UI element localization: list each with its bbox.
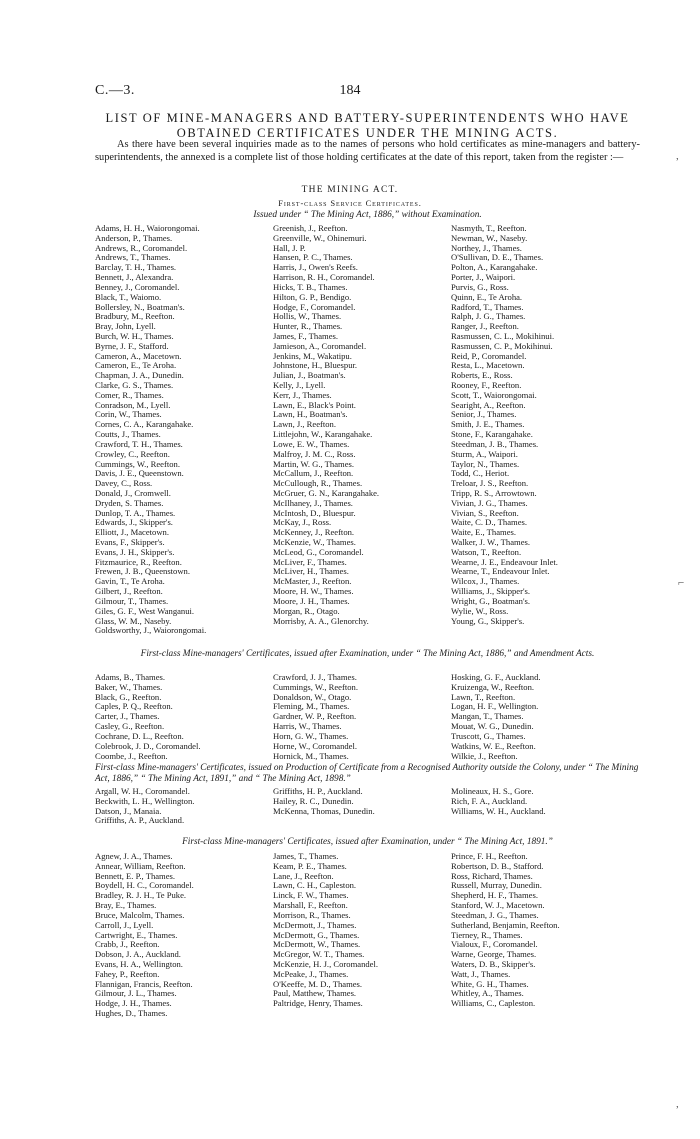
certificate-holder-entry: Conradson, M., Lyell. — [95, 399, 171, 410]
certificate-holder-entry: Carter, J., Thames. — [95, 711, 160, 722]
certificate-holder-entry: McKenzie, W., Thames. — [273, 537, 356, 547]
certificate-holder-entry: Hansen, P. C., Thames. — [273, 252, 353, 263]
certificate-holder-entry: Mouat, W. G., Dunedin. — [451, 721, 534, 732]
certificate-holder-entry: Harris, W., Thames. — [273, 721, 342, 732]
certificate-holder-entry: Walker, J. W., Thames. — [451, 537, 530, 547]
certificate-holder-entry: Andrews, T., Thames. — [95, 252, 171, 263]
section-caption: First-class Mine-managers' Certificates, issued after Examination, under “ The Mining Act, 1886,” and Amendment Acts. — [140, 649, 595, 659]
certificate-holder-entry: Cartwright, E., Thames. — [95, 929, 178, 940]
act-heading: THE MINING ACT. — [301, 185, 399, 195]
certificate-holder-entry: Newman, W., Naseby. — [451, 232, 528, 243]
certificate-holder-entry: Resta, L., Macetown. — [451, 360, 525, 371]
certificate-holder-entry: Todd, C., Heriot. — [451, 468, 510, 479]
certificate-holder-entry: Radford, T., Thames. — [451, 301, 524, 312]
name-column — [451, 673, 650, 761]
certificate-holder-entry: Young, G., Skipper's. — [451, 615, 525, 626]
certificate-holder-entry: McDermott, W., Thames. — [273, 939, 361, 950]
certificate-holder-entry: Black, T., Waiomo. — [95, 291, 162, 302]
certificate-holder-entry: Lawn, C. H., Capleston. — [273, 880, 357, 891]
certificate-holder-entry: Hodge, F., Coromandel. — [273, 301, 356, 312]
certificate-holder-entry: Greenish, J., Reefton. — [273, 224, 348, 233]
certificate-holder-entry: Davis, J. E., Queenstown. — [95, 468, 184, 479]
certificate-holder-entry: Boydell, H. C., Coromandel. — [95, 880, 194, 891]
certificate-holder-entry: Morrison, R., Thames. — [273, 909, 351, 920]
certificate-holder-entry: Prince, F. H., Reefton. — [451, 852, 528, 861]
certificate-holder-entry: Barclay, T. H., Thames. — [95, 262, 177, 273]
certificate-holder-entry: McKenney, J., Reefton. — [273, 527, 355, 538]
certificate-holder-entry: Hosking, G. F., Auckland. — [451, 673, 541, 682]
certificate-holder-entry: Kerr, J., Thames. — [273, 389, 332, 400]
certificate-holder-entry: Dryden, S. Thames. — [95, 497, 164, 508]
certificate-holder-entry: Cameron, A., Macetown. — [95, 350, 182, 361]
certificate-holder-entry: Burch, W. H., Thames. — [95, 330, 174, 341]
certificate-holder-entry: Stanford, W. J., Macetown. — [451, 900, 545, 911]
certificate-holder-entry: Goldsworthy, J., Waiorongomai. — [95, 625, 207, 636]
certificate-holder-entry: Lawn, J., Reefton. — [273, 419, 337, 430]
name-list — [95, 787, 650, 826]
certificate-holder-entry: Harris, J., Owen's Reefs. — [273, 262, 358, 273]
certificate-holder-entry: Adams, B., Thames. — [95, 673, 166, 682]
certificate-holder-entry: Reid, P., Coromandel. — [451, 350, 527, 361]
certificate-holder-entry: Porter, J., Waipori. — [451, 272, 516, 283]
certificate-holder-entry: Smith, J. E., Thames. — [451, 419, 525, 430]
name-list — [95, 673, 650, 761]
certificate-holder-entry: Quinn, E., Te Aroha. — [451, 291, 523, 302]
certificate-holder-entry: Littlejohn, W., Karangahake. — [273, 429, 373, 440]
certificate-holder-entry: Treloar, J. S., Reefton. — [451, 478, 529, 489]
certificate-holder-entry: Bennett, J., Alexandra. — [95, 272, 174, 283]
certificate-holder-entry: Purvis, G., Ross. — [451, 281, 509, 292]
certificate-holder-entry: Tierney, R., Thames. — [451, 929, 523, 940]
certificate-holder-entry: Waters, D. B., Skipper's. — [451, 958, 536, 969]
certificate-holder-entry: Frewen, J. B., Queenstown. — [95, 566, 190, 577]
name-column — [451, 852, 650, 1019]
certificate-holder-entry: McGregor, W. T., Thames. — [273, 949, 365, 960]
certificate-holder-entry: McKenzie, H. J., Coromandel. — [273, 958, 379, 969]
certificate-holder-entry: Black, G., Reefton. — [95, 691, 162, 702]
certificate-holder-entry: Wearne, J. E., Endeavour Inlet. — [451, 556, 558, 567]
certificate-holder-entry: Paltridge, Henry, Thames. — [273, 998, 363, 1009]
certificate-holder-entry: O'Sullivan, D. E., Thames. — [451, 252, 544, 263]
document-reference: C.—3. — [95, 83, 135, 98]
certificate-holder-entry: Evans, H. A., Wellington. — [95, 958, 183, 969]
certificate-holder-entry: Rasmussen, C. P., Mokihinui. — [451, 340, 553, 351]
certificate-holder-entry: Coombe, J., Reefton. — [95, 750, 168, 761]
margin-mark: , — [676, 150, 679, 162]
certificate-holder-entry: Shepherd, H. F., Thames. — [451, 890, 538, 901]
certificate-holder-entry: Vivian, J. G., Thames. — [451, 497, 528, 508]
certificate-holder-entry: Gilbert, J., Reefton. — [95, 586, 163, 597]
certificate-holder-entry: McMaster, J., Reefton. — [273, 576, 352, 587]
certificate-holder-entry: Wylie, W., Ross. — [451, 605, 509, 616]
certificate-holder-entry: McDermott, J., Thames. — [273, 919, 357, 930]
certificate-holder-entry: Truscott, G., Thames. — [451, 730, 526, 741]
margin-mark: ⌐ — [678, 577, 685, 589]
certificate-holder-entry: Linck, F. W., Thames. — [273, 890, 349, 901]
certificate-holder-entry: Hall, J. P. — [273, 242, 306, 253]
certificate-holder-entry: Cornes, C. A., Karangahake. — [95, 419, 194, 430]
certificate-holder-entry: Bruce, Malcolm, Thames. — [95, 909, 185, 920]
certificate-holder-entry: Giles, G. F., West Wanganui. — [95, 605, 195, 616]
certificate-holder-entry: Horne, W., Coromandel. — [273, 740, 358, 751]
certificate-holder-entry: Caples, P. Q., Reefton. — [95, 701, 173, 712]
certificate-holder-entry: Molineaux, H. S., Gore. — [451, 787, 534, 796]
certificate-holder-entry: Morgan, R., Otago. — [273, 605, 340, 616]
certificate-holder-entry: Edwards, J., Skipper's. — [95, 517, 173, 528]
certificate-holder-entry: Steedman, J. G., Thames. — [451, 909, 539, 920]
certificate-holder-entry: Hollis, W., Thames. — [273, 311, 342, 322]
certificate-holder-entry: Lawn, H., Boatman's. — [273, 409, 348, 420]
certificate-holder-entry: Williams, W. H., Auckland. — [451, 805, 546, 816]
certificate-holder-entry: Marshall, F., Reefton. — [273, 900, 348, 911]
section-caption: Issued under “ The Mining Act, 1886,” without Examination. — [253, 210, 482, 220]
certificate-holder-entry: Colebrook, J. D., Coromandel. — [95, 740, 201, 751]
certificate-holder-entry: Lawn, E., Black's Point. — [273, 399, 356, 410]
certificate-holder-entry: Griffiths, H. P., Auckland. — [273, 787, 363, 796]
certificate-holder-entry: Moore, J. H., Thames. — [273, 595, 350, 606]
section-caption: First-class Mine-managers' Certificates, issued on Production of Certificate from a Recognised Authority outside the Colony, under “ The Mining Act, 1886,” “ The Mining Act, 1891,” and “ The Mining Act, 1898.” — [95, 763, 639, 784]
certificate-holder-entry: Baker, W., Thames. — [95, 681, 163, 692]
certificate-holder-entry: McIlhaney, J., Thames. — [273, 497, 353, 508]
certificate-holder-entry: Rich, F. A., Auckland. — [451, 795, 528, 806]
certificate-holder-entry: James, T., Thames. — [273, 852, 339, 861]
certificate-holder-entry: Rooney, F., Reefton. — [451, 380, 522, 390]
certificate-holder-entry: Waite, C. D., Thames. — [451, 517, 528, 528]
certificate-holder-entry: Paul, Matthew, Thames. — [273, 988, 357, 999]
certificate-holder-entry: Greenville, W., Ohinemuri. — [273, 232, 367, 243]
certificate-holder-entry: Searight, A., Reefton. — [451, 399, 526, 410]
certificate-holder-entry: Nasmyth, T., Reefton. — [451, 224, 527, 233]
certificate-holder-entry: Roberts, E., Ross. — [451, 370, 513, 381]
name-column — [95, 852, 273, 1019]
certificate-holder-entry: Davey, C., Ross. — [95, 478, 153, 489]
certificate-holder-entry: Wearne, T., Endeavour Inlet. — [451, 566, 550, 577]
certificate-holder-entry: Tripp, R. S., Arrowtown. — [451, 487, 537, 498]
certificate-holder-entry: Gilmour, J. L., Thames. — [95, 988, 177, 999]
certificate-holder-entry: Northey, J., Thames. — [451, 242, 522, 253]
certificate-holder-entry: McLeod, G., Coromandel. — [273, 546, 364, 557]
certificate-holder-entry: McIntosh, D., Bluespur. — [273, 507, 356, 518]
certificate-holder-entry: Lowe, E. W., Thames. — [273, 438, 350, 449]
certificate-holder-entry: Bray, John, Lyell. — [95, 321, 156, 332]
certificate-holder-entry: Wilkie, J., Reefton. — [451, 750, 518, 761]
name-column — [273, 787, 451, 826]
certificate-holder-entry: Watson, T., Reefton. — [451, 546, 522, 557]
certificate-holder-entry: Comer, R., Thames. — [95, 389, 164, 400]
certificate-holder-entry: Bollersley, N., Boatman's. — [95, 301, 185, 312]
certificate-holder-entry: Russell, Murray, Dunedin. — [451, 880, 542, 891]
certificate-holder-entry: Lane, J., Reefton. — [273, 870, 334, 881]
document-title: LIST OF MINE-MANAGERS AND BATTERY-SUPERINTENDENTS WHO HAVE OBTAINED CERTIFICATES UNDER THE MINING ACTS. — [105, 111, 630, 140]
certificate-holder-entry: Griffiths, A. P., Auckland. — [95, 815, 185, 826]
certificate-holder-entry: Williams, C., Capleston. — [451, 998, 536, 1009]
certificate-holder-entry: Watkins, W. E., Reefton. — [451, 740, 536, 751]
certificate-holder-entry: Harrison, R. H., Coromandel. — [273, 272, 375, 283]
certificate-holder-entry: Benney, J., Coromandel. — [95, 281, 180, 292]
certificate-holder-entry: Keam, P. E., Thames. — [273, 860, 347, 871]
certificate-holder-entry: Waite, E., Thames. — [451, 527, 517, 538]
certificate-holder-entry: McKenna, Thomas, Dunedin. — [273, 805, 375, 816]
certificate-holder-entry: Evans, J. H., Skipper's. — [95, 546, 175, 557]
certificate-holder-entry: Annear, William, Reefton. — [95, 860, 186, 871]
certificate-holder-entry: Glass, W. M., Naseby. — [95, 615, 172, 626]
certificate-holder-entry: Moore, H. W., Thames. — [273, 586, 354, 597]
certificate-holder-entry: Hodge, J. H., Thames. — [95, 998, 172, 1009]
name-list — [95, 224, 650, 636]
certificate-holder-entry: Elliott, J., Macetown. — [95, 527, 169, 538]
certificate-holder-entry: Hornick, M., Thames. — [273, 750, 349, 761]
certificate-holder-entry: Crowley, C., Reefton. — [95, 448, 170, 459]
certificate-holder-entry: Williams, J., Skipper's. — [451, 586, 531, 597]
name-column — [273, 673, 451, 761]
certificate-holder-entry: Byrne, J. F., Stafford. — [95, 340, 169, 351]
certificate-holder-entry: Carroll, J., Lyell. — [95, 919, 154, 930]
certificate-holder-entry: Horn, G. W., Thames. — [273, 730, 349, 741]
certificate-holder-entry: Watt, J., Thames. — [451, 968, 511, 979]
certificate-holder-entry: Johnstone, H., Bluespur. — [273, 360, 358, 371]
certificate-holder-entry: McCullough, R., Thames. — [273, 478, 363, 489]
certificate-holder-entry: Bradley, R. J. H., Te Puke. — [95, 890, 187, 901]
certificate-holder-entry: Warne, George, Thames. — [451, 949, 537, 960]
name-list — [95, 852, 650, 1019]
name-column — [95, 224, 273, 636]
certificate-holder-entry: Polton, A., Karangahake. — [451, 262, 538, 273]
certificate-holder-entry: Corin, W., Thames. — [95, 409, 162, 420]
name-column — [273, 224, 451, 636]
certificate-holder-entry: Lawn, T., Reefton. — [451, 691, 516, 702]
page-number: 184 — [339, 83, 361, 98]
certificate-holder-entry: Rasmussen, C. L., Mokihinui. — [451, 330, 555, 341]
certificate-holder-entry: Donaldson, W., Otago. — [273, 691, 352, 702]
certificate-holder-entry: Jamieson, A., Coromandel. — [273, 340, 367, 351]
certificate-holder-entry: Evans, F., Skipper's. — [95, 537, 165, 547]
certificate-holder-entry: Steedman, J. B., Thames. — [451, 438, 539, 449]
name-column — [451, 787, 650, 826]
certificate-holder-entry: Cummings, W., Reefton. — [273, 681, 358, 692]
certificate-holder-entry: Agnew, J. A., Thames. — [95, 852, 173, 861]
certificate-holder-entry: Mangan, T., Thames. — [451, 711, 524, 722]
certificate-holder-entry: Ralph, J. G., Thames. — [451, 311, 526, 322]
name-column — [95, 673, 273, 761]
certificate-holder-entry: McDermott, G., Thames. — [273, 929, 360, 940]
certificate-holder-entry: Hilton, G. P., Bendigo. — [273, 291, 352, 302]
certificate-holder-entry: Hunter, R., Thames. — [273, 321, 343, 332]
certificate-holder-entry: Flannigan, Francis, Reefton. — [95, 978, 193, 989]
certificate-holder-entry: Bennett, E. P., Thames. — [95, 870, 176, 881]
name-column — [273, 852, 451, 1019]
section-caption: First-class Mine-managers' Certificates, issued after Examination, under “ The Mining Act, 1891.” — [182, 837, 553, 847]
certificate-holder-entry: McCallum, J., Reefton. — [273, 468, 354, 479]
certificate-holder-entry: Malfroy, J. M. C., Ross. — [273, 448, 356, 459]
certificate-holder-entry: White, G. H., Thames. — [451, 978, 529, 989]
certificate-holder-entry: Datson, J., Manaia. — [95, 805, 162, 816]
name-column — [451, 224, 650, 636]
certificate-holder-entry: Coutts, J., Thames. — [95, 429, 161, 440]
certificate-holder-entry: Chapman, J. A., Dunedin. — [95, 370, 184, 381]
certificate-holder-entry: Gardner, W. P., Reefton. — [273, 711, 357, 722]
certificate-holder-entry: Gilmour, T., Thames. — [95, 595, 169, 606]
certificate-holder-entry: McGruer, G. N., Karangahake. — [273, 487, 380, 498]
certificate-holder-entry: Taylor, N., Thames. — [451, 458, 520, 469]
certificate-holder-entry: James, F., Thames. — [273, 330, 339, 341]
certificate-holder-entry: McKay, J., Ross. — [273, 517, 332, 528]
certificate-holder-entry: Anderson, P., Thames. — [95, 232, 173, 243]
certificate-holder-entry: McLiver, H., Thames. — [273, 566, 349, 577]
certificate-holder-entry: Bray, E., Thames. — [95, 900, 157, 911]
certificate-holder-entry: Dobson, J. A., Auckland. — [95, 949, 181, 960]
certificate-holder-entry: Cochrane, D. L., Reefton. — [95, 730, 184, 741]
certificate-holder-entry: Robertson, D. B., Stafford. — [451, 860, 544, 871]
certificate-holder-entry: Ross, Richard, Thames. — [451, 870, 533, 881]
certificate-holder-entry: Vialoux, F., Coromandel. — [451, 939, 538, 950]
certificate-holder-entry: Bradbury, M., Reefton. — [95, 311, 175, 322]
margin-mark: , — [676, 1098, 679, 1110]
certificate-holder-entry: Sutherland, Benjamin, Reefton. — [451, 919, 560, 930]
certificate-holder-entry: Jenkins, M., Wakatipu. — [273, 350, 352, 361]
certificate-holder-entry: Hughes, D., Thames. — [95, 1008, 168, 1018]
certificate-holder-entry: Donald, J., Cromwell. — [95, 487, 171, 498]
certificate-holder-entry: Cameron, E., Te Aroha. — [95, 360, 177, 371]
certificate-holder-entry: Wright, G., Boatman's. — [451, 595, 531, 606]
certificate-holder-entry: Kelly, J., Lyell. — [273, 380, 326, 390]
certificate-holder-entry: Adams, H. H., Waiorongomai. — [95, 224, 200, 233]
certificate-holder-entry: Gavin, T., Te Aroha. — [95, 576, 165, 587]
certificate-holder-entry: Morrisby, A. A., Glenorchy. — [273, 615, 369, 626]
certificate-holder-entry: McPeake, J., Thames. — [273, 968, 349, 979]
certificate-holder-entry: Crabb, J., Reefton. — [95, 939, 160, 950]
certificate-holder-entry: Crawford, T. H., Thames. — [95, 438, 183, 449]
certificate-holder-entry: Beckwith, L. H., Wellington. — [95, 795, 195, 806]
certificate-holder-entry: Clarke, G. S., Thames. — [95, 380, 174, 390]
certificate-holder-entry: Sturm, A., Waipori. — [451, 448, 518, 459]
certificate-holder-entry: Fleming, M., Thames. — [273, 701, 350, 712]
certificate-holder-entry: Martin, W. G., Thames. — [273, 458, 354, 469]
intro-paragraph: As there have been several inquiries made as to the names of persons who hold certificates as mine-managers and battery-superintendents, the annexed is a complete list of those holding certificates at the date of this report, taken from the register :— — [95, 139, 640, 163]
certificate-holder-entry: Fitzmaurice, R., Reefton. — [95, 556, 182, 567]
certificate-holder-entry: Kruizenga, W., Reefton. — [451, 681, 535, 692]
certificate-class-heading: First-class Service Certificates. — [278, 198, 422, 208]
certificate-holder-entry: Julian, J., Boatman's. — [273, 370, 346, 381]
certificate-holder-entry: Logan, H. F., Wellington. — [451, 701, 539, 712]
certificate-holder-entry: Argall, W. H., Coromandel. — [95, 787, 190, 796]
certificate-holder-entry: Hailey, R. C., Dunedin. — [273, 795, 354, 806]
certificate-holder-entry: Vivian, S., Reefton. — [451, 507, 519, 518]
certificate-holder-entry: Crawford, J. J., Thames. — [273, 673, 357, 682]
certificate-holder-entry: Dunlop, T. A., Thames. — [95, 507, 176, 518]
certificate-holder-entry: Senior, J., Thames. — [451, 409, 517, 420]
certificate-holder-entry: Andrews, R., Coromandel. — [95, 242, 188, 253]
certificate-holder-entry: Scott, T., Waiorongomai. — [451, 389, 537, 400]
certificate-holder-entry: Cummings, W., Reefton. — [95, 458, 180, 469]
certificate-holder-entry: Stone, F., Karangahake. — [451, 429, 533, 440]
certificate-holder-entry: McLiver, F., Thames. — [273, 556, 347, 567]
certificate-holder-entry: O'Keeffe, M. D., Thames. — [273, 978, 363, 989]
certificate-holder-entry: Wilcox, J., Thames. — [451, 576, 520, 587]
certificate-holder-entry: Fahey, P., Reefton. — [95, 968, 160, 979]
certificate-holder-entry: Whitley, A., Thames. — [451, 988, 524, 999]
certificate-holder-entry: Ranger, J., Reefton. — [451, 321, 519, 332]
name-column — [95, 787, 273, 826]
certificate-holder-entry: Hicks, T. B., Thames. — [273, 281, 348, 292]
certificate-holder-entry: Casley, G., Reefton. — [95, 721, 165, 732]
